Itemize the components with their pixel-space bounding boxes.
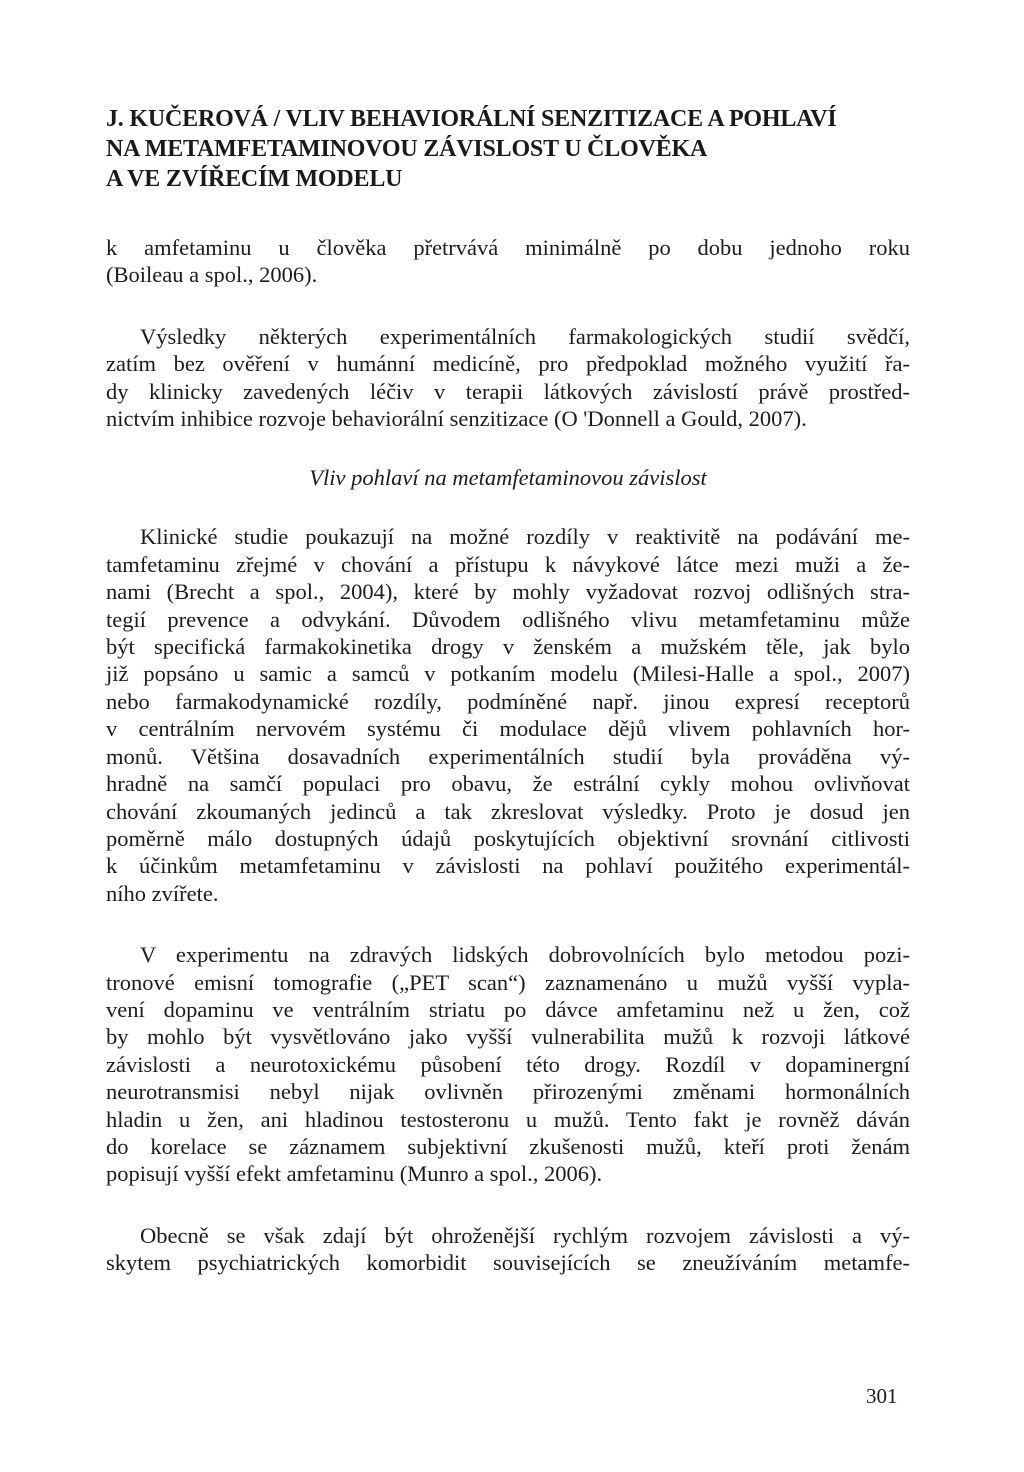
section-heading: Vliv pohlaví na metamfetaminovou závislost (309, 465, 707, 491)
running-header (106, 104, 910, 194)
header-line: A VE ZVÍŘECÍM MODELU (106, 166, 403, 192)
text-line: neurotransmisi nebyl nijak ovlivněn přirozenými změnami hormonálních (106, 1079, 910, 1105)
document-page (106, 104, 910, 1277)
paragraph-continuation (106, 234, 910, 289)
text-line: nami (Brecht a spol., 2004), které by mohly vyžadovat rozvoj odlišných stra- (106, 579, 910, 605)
text-line: nebo farmakodynamické rozdíly, podmíněné např. jinou expresí receptorů (106, 688, 910, 714)
text-line: již popsáno u samic a samců v potkaním modelu (Milesi-Halle a spol., 2007) (106, 661, 910, 687)
text-line: Výsledky některých experimentálních farmakologických studií svědčí, (140, 323, 910, 349)
page-number: 301 (866, 1384, 898, 1408)
text-line: popisují vyšší efekt amfetaminu (Munro a spol., 2006). (106, 1161, 603, 1187)
text-line: dy klinicky zavedených léčiv v terapii látkových závislostí právě prostřed- (106, 378, 910, 404)
text-line: vení dopaminu ve ventrálním striatu po dávce amfetaminu než u žen, což (106, 996, 910, 1022)
text-line: Obecně se však zdají být ohroženější rychlým rozvojem závislosti a vý- (140, 1222, 910, 1248)
text-line: chování zkoumaných jedinců a tak zkreslovat výsledky. Proto je dosud jen (106, 798, 910, 824)
text-line: v centrálním nervovém systému či modulace dějů vlivem pohlavních hor- (106, 716, 910, 742)
text-line: poměrně málo dostupných údajů poskytujících objektivní srovnání citlivosti (106, 825, 910, 851)
text-line: by mohlo být vysvětlováno jako vyšší vulnerabilita mužů k rozvoji látkové (106, 1024, 910, 1050)
paragraph (106, 1222, 910, 1277)
text-line: tronové emisní tomografie („PET scan“) zaznamenáno u mužů vyšší vypla- (106, 969, 910, 995)
text-line: (Boileau a spol., 2006). (106, 262, 318, 288)
text-line: k účinkům metamfetaminu v závislosti na pohlaví použitého experimentál- (106, 853, 910, 879)
text-line: tegií prevence a odvykání. Důvodem odlišného vlivu metamfetaminu může (106, 606, 910, 632)
text-line: ního zvířete. (106, 880, 219, 906)
text-line: V experimentu na zdravých lidských dobrovolnících bylo metodou pozi- (140, 942, 910, 968)
text-line: skytem psychiatrických komorbidit souvisejících se zneužíváním metamfe- (106, 1250, 910, 1276)
paragraph (106, 323, 910, 433)
header-line: J. KUČEROVÁ / VLIV BEHAVIORÁLNÍ SENZITIZACE A POHLAVÍ (106, 106, 837, 132)
paragraph (106, 941, 910, 1188)
text-line: hradně na samčí populaci pro obavu, že estrální cykly mohou ovlivňovat (106, 771, 910, 797)
text-line: být specifická farmakokinetika drogy v ženském a mužském těle, jak bylo (106, 634, 910, 660)
text-line: tamfetaminu zřejmé v chování a přístupu k návykové látce mezi muži a že- (106, 551, 910, 577)
paragraph (106, 523, 910, 907)
text-line: nictvím inhibice rozvoje behaviorální senzitizace (O 'Donnell a Gould, 2007). (106, 406, 807, 432)
text-line: zatím bez ověření v humánní medicíně, pro předpoklad možného využití řa- (106, 351, 910, 377)
text-line: monů. Většina dosavadních experimentálních studií byla prováděna vý- (106, 743, 910, 769)
text-line: hladin u žen, ani hladinou testosteronu u mužů. Tento fakt je rovněž dáván (106, 1106, 910, 1132)
text-line: k amfetaminu u člověka přetrvává minimálně po dobu jednoho roku (106, 235, 910, 260)
text-line: do korelace se záznamem subjektivní zkušenosti mužů, kteří proti ženám (106, 1133, 910, 1159)
header-line: NA METAMFETAMINOVOU ZÁVISLOST U ČLOVĚKA (106, 136, 708, 162)
text-line: Klinické studie poukazují na možné rozdíly v reaktivitě na podávání me- (140, 524, 910, 550)
text-line: závislosti a neurotoxickému působení této drogy. Rozdíl v dopaminergní (106, 1051, 910, 1077)
